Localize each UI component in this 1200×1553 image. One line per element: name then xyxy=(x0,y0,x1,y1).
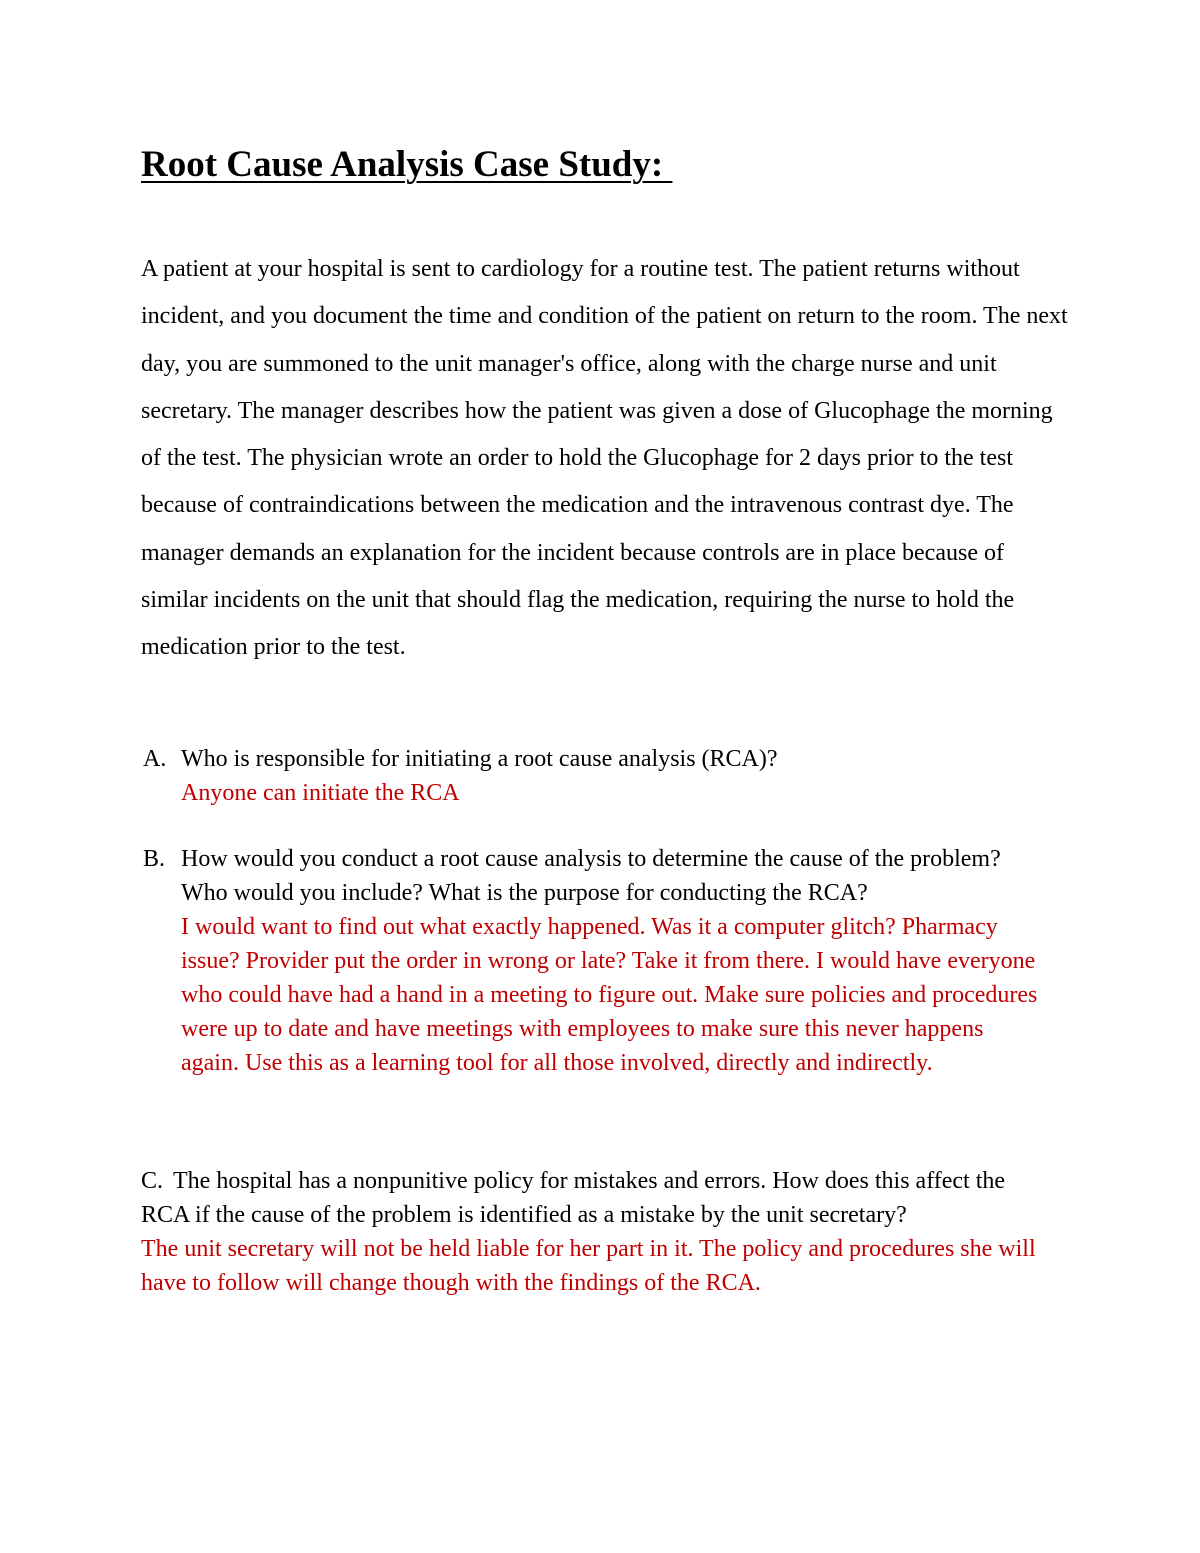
question-block-c xyxy=(141,1164,1041,1300)
answer-b: I would want to find out what exactly happened. Was it a computer glitch? Pharmacy issue? Provider put the order in wrong or late? Take it from there. I would have everyone who could have had a hand in a meeting to figure out. Make sure policies and procedures were up to date and have meetings with employees to make sure this never happens again. Use this as a learning tool for all those involved, directly and indirectly. xyxy=(181,914,1038,1076)
question-text: Who is responsible for initiating a root cause analysis (RCA)? xyxy=(181,746,778,772)
question-text: The hospital has a nonpunitive policy for mistakes and errors. How does this affect the RCA if the cause of the problem is identified as a mistake by the unit secretary? xyxy=(141,1168,1006,1228)
question-c xyxy=(141,1164,1041,1232)
question-marker: A. xyxy=(143,746,167,772)
question-a xyxy=(141,742,1041,776)
question-block-a xyxy=(141,742,1041,810)
question-b xyxy=(141,842,1041,910)
document-title: Root Cause Analysis Case Study: xyxy=(141,144,673,185)
case-description: A patient at your hospital is sent to cardiology for a routine test. The patient returns without incident, and you document the time and condition of the patient on return to the room. The next day, you are summoned to the unit manager's office, along with the charge nurse and unit secretary. The manager describes how the patient was given a dose of Glucophage the morning of the test. The physician wrote an order to hold the Glucophage for 2 days prior to the test because of contraindications between the medication and the intravenous contrast dye. The manager demands an explanation for the incident because controls are in place because of similar incidents on the unit that should flag the medication, requiring the nurse to hold the medication prior to the test. xyxy=(141,256,1068,661)
answer-a: Anyone can initiate the RCA xyxy=(181,780,460,806)
answer-c: The unit secretary will not be held liable for her part in it. The policy and procedures she will have to follow will change though with the findings of the RCA. xyxy=(141,1236,1036,1296)
question-block-b xyxy=(141,842,1041,1080)
question-text: How would you conduct a root cause analysis to determine the cause of the problem? Who would you include? What is the purpose for conducting the RCA? xyxy=(181,846,1001,906)
question-marker: C. xyxy=(141,1168,164,1194)
question-marker: B. xyxy=(143,846,166,872)
